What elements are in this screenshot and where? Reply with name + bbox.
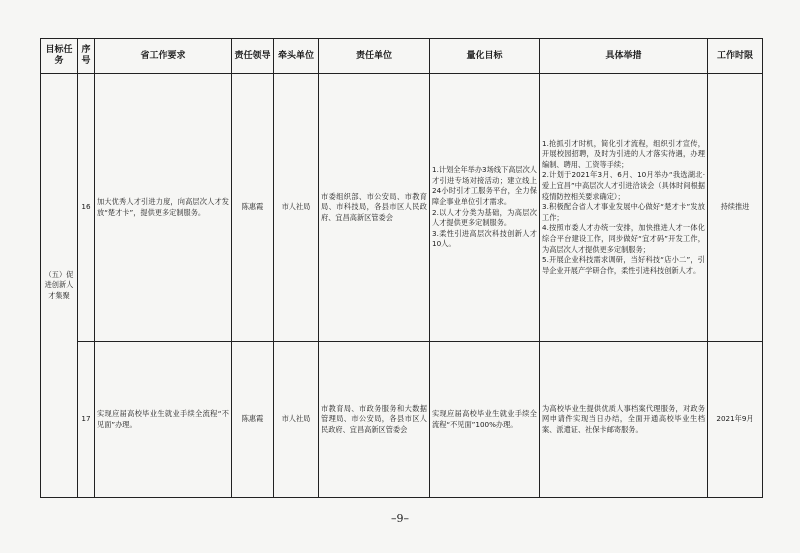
- seq-cell: 16: [78, 74, 95, 342]
- quant-goal-cell: [430, 74, 540, 342]
- timeline-cell: 2021年9月: [708, 342, 763, 498]
- requirement-cell: 加大优秀人才引进力度，向高层次人才发放“楚才卡”，提供更多定制服务。: [95, 74, 232, 342]
- quant-goal-cell: [430, 342, 540, 498]
- measure-item: 4.按照市委人才办统一安排，加快推进人才一体化综合平台建设工作，同步做好“宜才码”开发工作，为高层次人才提供更多定制服务；: [542, 223, 705, 254]
- header-lead-unit: 牵头单位: [274, 39, 319, 74]
- table-row: [41, 74, 763, 342]
- quant-goal-item: 1.计划全年举办3场线下高层次人才引进专场对接活动；建立线上24小时引才工服务平台，全力保障企事业单位引才需求。: [432, 165, 537, 206]
- measure-item: 3.积极配合省人才事业发展中心做好“楚才卡”发放工作；: [542, 202, 705, 222]
- measure-item: 5.开展企业科技需求调研，当好科技“店小二”，引导企业开展产学研合作，柔性引进科技创新人才。: [542, 255, 705, 275]
- header-responsible-units: 责任单位: [319, 39, 430, 74]
- quant-goal-item: 实现应届高校毕业生就业手续全流程“不见面”100%办理。: [432, 408, 537, 429]
- header-goal-task: 目标任务: [41, 39, 78, 74]
- quant-goal-item: 3.柔性引进高层次科技创新人才10人。: [432, 228, 537, 249]
- measure-item: 2.计划于2021年3月、6月、10月举办“我选湖北·爱上宜昌”中高层次人才引进洽谈会（具体时间根据疫情防控相关要求确定）；: [542, 170, 705, 201]
- timeline-cell: 持续推进: [708, 74, 763, 342]
- leader-cell: 陈惠霞: [232, 74, 274, 342]
- task-table: [40, 38, 763, 498]
- measures-cell: [540, 74, 708, 342]
- header-timeline: 工作时限: [708, 39, 763, 74]
- leader-cell: 陈惠霞: [232, 342, 274, 498]
- lead-unit-cell: 市人社局: [274, 342, 319, 498]
- quant-goal-item: 2.以人才分类为基础，为高层次人才提供更多定制服务。: [432, 207, 537, 228]
- header-quant-goal: 量化目标: [430, 39, 540, 74]
- table-row: [41, 342, 763, 498]
- header-seq: 序号: [78, 39, 95, 74]
- seq-cell: 17: [78, 342, 95, 498]
- responsible-units-cell: 市教育局、市政务服务和大数据管理局、市公安局，各县市区人民政府、宜昌高新区管委会: [319, 342, 430, 498]
- lead-unit-cell: 市人社局: [274, 74, 319, 342]
- table-header-row: [41, 39, 763, 74]
- page-number: –9–: [391, 512, 409, 525]
- header-province-requirement: 省工作要求: [95, 39, 232, 74]
- header-responsible-leader: 责任领导: [232, 39, 274, 74]
- measure-item: 1.抢抓引才时机，简化引才流程，组织引才宣传，开展校园招聘，及时为引进的人才落实待遇，办理编制、聘用、工资等手续；: [542, 138, 705, 169]
- measures-cell: [540, 342, 708, 498]
- goal-task-cell: （五）促进创新人才集聚: [41, 74, 78, 498]
- measure-item: 为高校毕业生提供优质人事档案代理服务，对政务网申请件实现当日办结，全面开通高校毕业生档案、派遣证、社保卡邮寄服务。: [542, 403, 705, 434]
- responsible-units-cell: 市委组织部、市公安局、市教育局、市科技局，各县市区人民政府、宜昌高新区管委会: [319, 74, 430, 342]
- header-measures: 具体举措: [540, 39, 708, 74]
- requirement-cell: 实现应届高校毕业生就业手续全流程“不见面”办理。: [95, 342, 232, 498]
